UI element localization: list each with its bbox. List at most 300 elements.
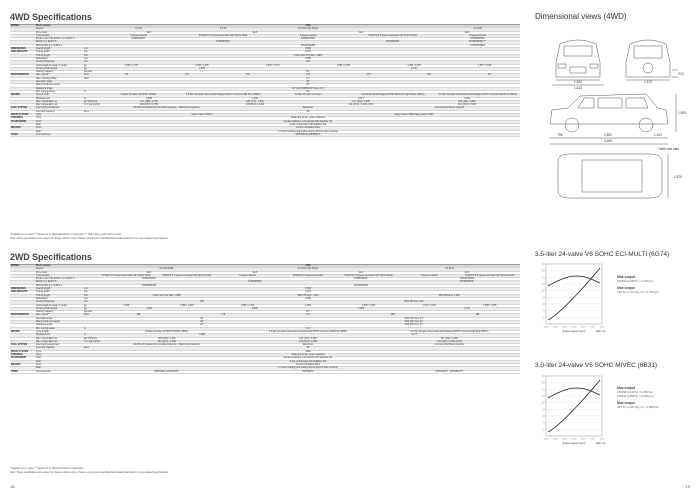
spec-group: [10, 131, 36, 133]
spec-value: 441 (45.0) / 2,000-2,500: [436, 340, 462, 343]
spec-label: Curb weight (5 seats / 7 seats): [36, 304, 68, 307]
rear-view-car: [626, 40, 670, 77]
y-tick-label: 40: [542, 309, 546, 313]
spec-value: 16-inch ventilated discs: [296, 363, 320, 366]
spec-value: [202, 285, 308, 287]
x-tick-label: 4000: [571, 438, 577, 441]
spec-value: 147 (200) / 3,800: [352, 100, 370, 103]
spec-label: Fuel supply equipment: [36, 344, 60, 347]
spec-value: [350, 28, 435, 30]
spec-label: Fuel tank capacity: [36, 110, 55, 113]
spec-unit: [84, 324, 96, 326]
spec-value: 3-link, coil springs with stabilizer bar: [289, 360, 327, 363]
spec-value: [266, 41, 351, 43]
spec-value: 3,477: [411, 334, 417, 337]
spec-value: GLX: [358, 271, 364, 274]
spec-value: 3.0 V6 MIVEC: [159, 268, 174, 271]
spec-value: 210: [306, 61, 310, 64]
spec-group: [10, 301, 36, 303]
spec-value: Intercooled turbocharged DOHC Rail Di-D High Power (4M41): [361, 94, 425, 97]
spec-unit: kg: [84, 67, 87, 70]
x-tick-label: 1000: [543, 438, 549, 441]
spec-value: 2,998: [199, 334, 205, 337]
spec-value: Common Rail Direct Injection: [434, 107, 465, 110]
spec-label: Type: [36, 114, 41, 117]
spec-label: Model code LHD EURO 3 or EURO 4: [36, 38, 75, 41]
spec-group: PERFORMANCE: [11, 74, 29, 77]
spec-value: 281 (28.7) / 4,000: [157, 340, 176, 343]
spec-group: [10, 285, 36, 287]
spec-value: 147 (200) / 3,800: [440, 337, 459, 340]
spec-unit: m: [84, 90, 86, 93]
spec-label: Rear: [36, 130, 41, 133]
spec-value: 170: [124, 74, 129, 77]
spec-unit: [84, 124, 96, 126]
spec-group: [10, 347, 36, 349]
y-tick-label: 40: [542, 421, 546, 425]
spec-value: 2,600: [252, 307, 258, 310]
spec-value: 1,900 (with roof rails: 1,980): [293, 54, 323, 57]
spec-group: [10, 104, 36, 106]
spec-2wd-note2: Note: These specifications are subject to change without notice. Please consult your local Mitsubishi dealer/distributor for more detailed specifications.: [10, 471, 169, 474]
spec-unit: [84, 354, 96, 356]
spec-value: 4,695: [305, 288, 311, 291]
spec-value: 3.5-liter 16-valve inline-4 turbocharged DOHC Common Rail Di-D (4M41): [186, 94, 261, 97]
spec-unit: cc: [84, 334, 87, 337]
spec-value: 441 (45.0) / 2,000-2,500: [348, 104, 374, 107]
spec-value: 20°: [200, 321, 204, 324]
spec-value: 17.4-inch leading and trailing drums (18-inch disc in doors): [278, 367, 338, 370]
spec-value: 265/70R16 (265/60R17): [154, 370, 179, 373]
spec-unit: [84, 84, 96, 86]
spec-unit: kW (PS)/rpm: [84, 100, 98, 103]
spec-value: GLX: [358, 31, 364, 34]
spec-group: [10, 78, 36, 80]
spec-label: Max. output EEC net: [36, 337, 58, 340]
spec-value: KG8W6NFPL: [131, 38, 146, 41]
spec-label: Engine: [36, 28, 44, 31]
spec-value: 2WD: [305, 350, 311, 353]
spec-label: RHD EURO 3 or EURO 4: [36, 44, 63, 47]
spec-label: Approach angle: [36, 81, 53, 84]
spec-value: 32°: [200, 317, 204, 320]
spec-unit: mm: [84, 54, 88, 57]
spec-group: MODEL: [11, 265, 20, 267]
spec-group: [10, 338, 36, 340]
y-tick-label: 100: [541, 401, 546, 405]
spec-unit: [84, 281, 96, 283]
spec-label: Departure angle: [36, 87, 53, 90]
spec-value: 2WD: [305, 265, 311, 267]
spec-label: Drive system: [36, 265, 51, 267]
spec-value: GLS: [464, 271, 470, 274]
spec-value: 5-speed manual: [130, 34, 147, 37]
spec-label: Max. torque EEC net: [36, 340, 58, 343]
spec-label: Rear: [36, 367, 41, 370]
spec-value: 5-speed manual: [239, 274, 256, 277]
spec-value: 2,650: [358, 307, 364, 310]
spec-group: [10, 341, 36, 343]
spec-2wd-note1: *Available as an option ** Measured by Mitsubishi Motors Corporation: [10, 467, 84, 470]
spec-unit: mm: [84, 288, 88, 291]
spec-value: [202, 278, 308, 280]
spec-value: 1,975 / 2,025: [477, 64, 492, 67]
spec-group: PERFORMANCE: [11, 314, 29, 317]
spec-label: Ramp break-over angle: [36, 321, 61, 324]
spec-group: [10, 318, 36, 320]
spec-unit: [84, 88, 96, 90]
spec-value: Double wishbone, coil springs with stabilizer bar: [283, 357, 333, 360]
x-tick-label: 1000: [543, 326, 549, 329]
dim-rear-track: 1,570: [644, 80, 652, 84]
spec-unit: [84, 357, 96, 359]
spec-unit: [84, 81, 96, 83]
graph2-out-val: 155kW (211PS) / 6,250rpm: [617, 390, 654, 394]
spec-group: TIRES: [11, 370, 18, 373]
spec-value: 1,970 / 2,020: [422, 304, 436, 307]
spec-group: [10, 305, 36, 307]
spec-label: Front: [36, 127, 42, 130]
spec-unit: [84, 367, 96, 369]
spec-group: [10, 268, 36, 270]
spec-value: 5/7: [306, 311, 310, 314]
spec-group: [10, 91, 36, 93]
spec-label: Type & code: [36, 94, 49, 97]
spec-group: TIRES: [11, 133, 18, 136]
spec-value: Rack and pinion, power assisted: [291, 354, 325, 357]
spec-unit: persons: [84, 71, 93, 74]
spec-value: Common Rail Direct Injection: [434, 344, 465, 347]
spec-label: Min. turning radius: [36, 90, 55, 93]
spec-value: 1,995 / 2,045: [407, 64, 421, 67]
spec-group: MODEL: [11, 25, 20, 27]
page-number-right: 19: [685, 484, 690, 489]
spec-value: GLS: [252, 271, 258, 274]
spec-group: [10, 324, 36, 326]
spec-group: [10, 88, 36, 90]
graph1-out-title: Max output: [617, 275, 636, 279]
spec-label: Type: [36, 350, 41, 353]
spec-label: Price class: [36, 271, 48, 274]
spec-value: [181, 38, 266, 40]
spec-value: 170: [306, 314, 310, 317]
spec-value: INVECS-II 5-speed automatic with Sports Mode: [162, 274, 212, 277]
spec-group: [10, 298, 36, 300]
spec-unit: cc: [84, 97, 87, 100]
y-tick-label: 140: [541, 276, 546, 280]
dim-top-width: 1,875: [674, 175, 682, 179]
spec-unit: km/h: [84, 314, 89, 317]
spec-label: Rear: [36, 123, 41, 126]
spec-unit: kg: [84, 64, 87, 67]
spec-label: Max. speed**: [36, 314, 50, 317]
spec-group: [10, 55, 36, 57]
spec-value: KH4W6NHML: [470, 38, 485, 41]
spec-value: 1,895 / 1,975: [195, 64, 209, 67]
spec-value: INVECS-II 5-speed automatic with Sports Mode: [198, 34, 248, 37]
spec-value: 23°: [306, 84, 310, 87]
spec-value: 3,200: [464, 97, 470, 100]
spec-label: Approach angle: [36, 317, 53, 320]
spec-group: [10, 45, 36, 47]
spec-group: [10, 98, 36, 100]
spec-unit: mm: [84, 297, 88, 300]
dim-height: 1,900: [678, 111, 686, 115]
spec-value: With 265 tires: 34°: [404, 317, 424, 320]
spec-value: INVECS-II 5-speed automatic with Sports Mode: [344, 274, 393, 277]
spec-value: KH4W6NHML: [459, 278, 475, 281]
spec-unit: kW (PS)/rpm: [84, 337, 98, 340]
spec-label: Fuel tank capacity: [36, 347, 55, 350]
spec-label: Ground clearance: [36, 301, 55, 304]
spec-4wd-title: 4WD Specifications: [10, 12, 92, 22]
spec-group: FUEL SYSTEM: [11, 344, 28, 347]
spec-value: INVECS-II 5 speed automatic: [293, 274, 324, 277]
graph2-tq-title: Max torque: [617, 401, 636, 405]
spec-group: [10, 41, 36, 43]
spec-value: 343 (35.0) / 2,000: [245, 104, 265, 107]
engine-graph-2-title: 3.0-liter 24-valve V6 SOHC MIVEC (6B31): [535, 362, 658, 369]
spec-group: [10, 58, 36, 60]
spec-value: 140 (190) / 3,800: [458, 100, 476, 103]
spec-unit: [84, 38, 96, 40]
spec-unit: liters: [84, 347, 89, 350]
dim-ground-clearance: 210: [678, 72, 684, 76]
dim-front-track: 1,520: [574, 80, 582, 84]
spec-label: Front: [36, 120, 42, 123]
spec-value: 3.0 V6: [135, 28, 142, 31]
dim-wheelbase: 2,800: [604, 133, 612, 137]
spec-unit: mm: [84, 61, 88, 64]
spec-unit: liters: [84, 110, 89, 113]
spec-label: Engine: [36, 268, 44, 271]
spec-unit: [84, 117, 96, 119]
spec-value: KH4W6NHMR: [470, 44, 485, 47]
spec-unit: N·m (kg·m)/rpm: [84, 340, 101, 343]
spec-value: Electronic: [302, 344, 314, 347]
spec-value: KH4W6NFPR: [300, 44, 316, 47]
spec-value: 2,880: [305, 297, 311, 300]
spec-group: [10, 321, 36, 323]
dim-overall-length: 4,695: [604, 139, 612, 143]
spec-value: 17.4-inch leading and trailing drums (18-inch disc in doors): [278, 130, 338, 133]
spec-value: KG8W6NFPL: [142, 278, 156, 281]
spec-value: 25° (with 385/60R17 tires: 26°): [292, 87, 324, 90]
dim-rear-overhang: 1,100: [654, 133, 662, 137]
spec-value: Electronic: [302, 107, 314, 110]
spec-value: 175: [221, 314, 226, 317]
spec-value: 2,025 / 2,075: [265, 64, 280, 67]
spec-label: Front: [36, 357, 42, 360]
spec-value: With 265 tires: 210: [404, 301, 424, 304]
spec-label: Type & code: [36, 330, 49, 333]
spec-value: 5.6: [306, 90, 310, 93]
spec-label: Max. speed**: [36, 74, 50, 77]
y-tick-label: 60: [542, 414, 546, 418]
spec-group: [10, 278, 36, 280]
spec-unit: [84, 351, 96, 353]
spec-value: 5/7: [306, 71, 310, 74]
spec-unit: kg: [84, 304, 87, 307]
spec-group: ENGINE: [11, 330, 20, 333]
spec-value: 180: [427, 74, 432, 77]
spec-unit: mm: [84, 51, 88, 54]
spec-value: 23°: [200, 324, 204, 327]
spec-value: 3.2-liter 16-valve intercooled turbocharged DOHC Common Rail Di-D (4M41): [438, 94, 517, 97]
spec-value: KH4W6NFPL: [385, 41, 400, 44]
front-grille: [570, 67, 586, 73]
spec-label: Front: [36, 363, 42, 366]
spec-value: [96, 281, 202, 283]
spec-value: GLS: [464, 31, 470, 34]
spec-group: [10, 295, 36, 297]
spec-label: Model code LHD EURO 3 or EURO 4: [36, 278, 75, 281]
spec-value: 3.2-liter 16-valve intercooled turbocharged DOHC Common Rail Di-D (4M41): [268, 330, 348, 333]
y-tick-label: 160: [541, 269, 546, 273]
x-tick-label: 5000: [580, 438, 586, 441]
spec-row: [10, 134, 520, 137]
spec-value: KH4W6NFPL: [354, 278, 368, 281]
spec-unit: [84, 361, 96, 363]
spec-value: 3.5 Di-D High Power: [297, 28, 319, 31]
spec-value: Super Select 4WD-II: [191, 114, 213, 117]
spec-unit: [84, 275, 96, 277]
spec-group: FUEL SYSTEM: [11, 107, 28, 110]
spec-label: Price class: [36, 31, 48, 34]
spec-value: 1,900 (with roof rails: 1,980): [152, 294, 181, 297]
spec-group: [10, 281, 36, 283]
spec-unit: persons: [84, 311, 93, 314]
spec-group: [10, 275, 36, 277]
graph2-eec: EEC net: [596, 442, 606, 445]
spec-value: 170: [306, 74, 310, 77]
spec-unit: [84, 265, 96, 267]
spec-label: Wheelbase: [36, 57, 48, 60]
spec-label: Front and rear: [36, 370, 51, 373]
spec-group: [10, 272, 36, 274]
spec-value: 3,200: [252, 97, 258, 100]
spec-group: STEERING: [11, 117, 23, 120]
spec-unit: [84, 107, 96, 109]
spec-value: [96, 45, 181, 47]
spec-unit: km/h: [84, 74, 89, 77]
spec-group: [10, 81, 36, 83]
dim-front-overhang: 795: [557, 133, 563, 137]
spec-value: 1,875: [305, 51, 311, 54]
spec-value: INVECS-II 5-speed automatic with Sports Mode: [102, 274, 151, 277]
spec-group: SUSPENSION: [11, 120, 27, 123]
spec-value: 5-speed manual: [469, 34, 486, 37]
spec-unit: [84, 134, 96, 136]
spec-value: With 265 tires: 24°: [404, 324, 424, 327]
front-wheel: [565, 118, 579, 132]
spec-value: 0.7: [306, 77, 310, 80]
x-tick-label: 3000: [562, 438, 568, 441]
spec-value: 121 (165) / 4,750: [140, 100, 158, 103]
spec-unit: [84, 35, 96, 37]
spec-unit: N·m (kg·m)/rpm: [84, 104, 101, 107]
spec-group: [10, 124, 36, 126]
spec-label: Transmission: [36, 34, 50, 37]
y-tick-label: 120: [541, 282, 546, 286]
spec-value: 2,880: [305, 57, 311, 60]
spec-label: Max. climbing ability: [36, 77, 57, 80]
spec-unit: mm: [84, 301, 88, 304]
x-tick-label: 4000: [571, 326, 577, 329]
spec-group: [10, 28, 36, 30]
spec-unit: [84, 331, 96, 333]
y-tick-label: 80: [542, 296, 546, 300]
spec-value: 1,875: [305, 291, 311, 294]
spec-value: [96, 41, 181, 43]
front-windshield: [564, 46, 592, 56]
spec-group: [10, 35, 36, 37]
spec-label: RHD EURO 3 or EURO 4: [36, 284, 63, 287]
spec-label: Overall height: [36, 294, 51, 297]
x-tick-label: 7000: [599, 438, 605, 441]
x-tick-label: 6000: [590, 438, 596, 441]
spec-label: Gross vehicle weight: [36, 67, 58, 70]
spec-group: DIMENSIONS: [11, 288, 26, 291]
spec-label: Type: [36, 354, 41, 357]
spec-label: Seating capacity: [36, 71, 53, 74]
y-tick-label: 80: [542, 408, 546, 412]
spec-group: AND WEIGHTS: [11, 51, 28, 54]
y-tick-label: 140: [541, 388, 546, 392]
spec-value: 3.2 Di-D: [445, 268, 454, 271]
spec-unit: [84, 25, 96, 27]
spec-unit: [84, 28, 96, 30]
spec-group: STEERING: [11, 354, 23, 357]
spec-group: DIMENSIONS: [11, 48, 26, 51]
spec-label: Rear: [36, 360, 41, 363]
spec-value: 3,477: [358, 97, 364, 100]
spec-value: With 285 tires: 1,920: [438, 294, 460, 297]
spec-4wd-note1: *Available as an option ** Measured by Mitsubishi Motors Corporation *** High safety performance model: [10, 233, 122, 236]
spec-value: 5-speed manual: [299, 34, 317, 37]
spec-value: 2,998: [146, 97, 152, 100]
graph2-tq-val: 281 N·m (28.7kg·m) / 4,000rpm: [617, 405, 660, 409]
spec-group: [10, 38, 36, 40]
spec-group: [10, 32, 36, 34]
spec-unit: [84, 268, 96, 270]
x-tick-label: 7000: [599, 326, 605, 329]
x-tick-label: 6000: [590, 326, 596, 329]
spec-group: [10, 334, 36, 336]
spec-label: EURO 4 or EURO 5: [36, 281, 57, 284]
spec-value: [414, 285, 520, 287]
y-tick-label: 100: [541, 289, 546, 293]
spec-value: 1,885 / 1,935: [240, 304, 255, 307]
spec-value: [350, 38, 435, 40]
spec-label: Type: [36, 117, 41, 120]
y-tick-label: 120: [541, 394, 546, 398]
spec-value: 16-inch ventilated discs: [296, 127, 320, 130]
spec-group: [10, 68, 36, 70]
spec-unit: kg: [84, 307, 87, 310]
spec-unit: [84, 131, 96, 133]
spec-value: 88: [306, 110, 310, 113]
spec-group: DRIVE SYSTEM: [11, 350, 29, 353]
spec-value: 181: [475, 314, 480, 317]
engine-graph-1-title: 3.5-liter 24-valve V6 SOHC ECI-MULTI (6G74): [535, 251, 670, 258]
spec-value: Rack and pinion, power assisted: [291, 117, 325, 120]
spec-unit: [84, 318, 96, 320]
engine-graph-1: [538, 262, 688, 334]
spec-value: 125 (170) / 3,800: [299, 337, 317, 340]
spec-unit: [84, 321, 96, 323]
page-number-left: 18: [10, 484, 15, 489]
